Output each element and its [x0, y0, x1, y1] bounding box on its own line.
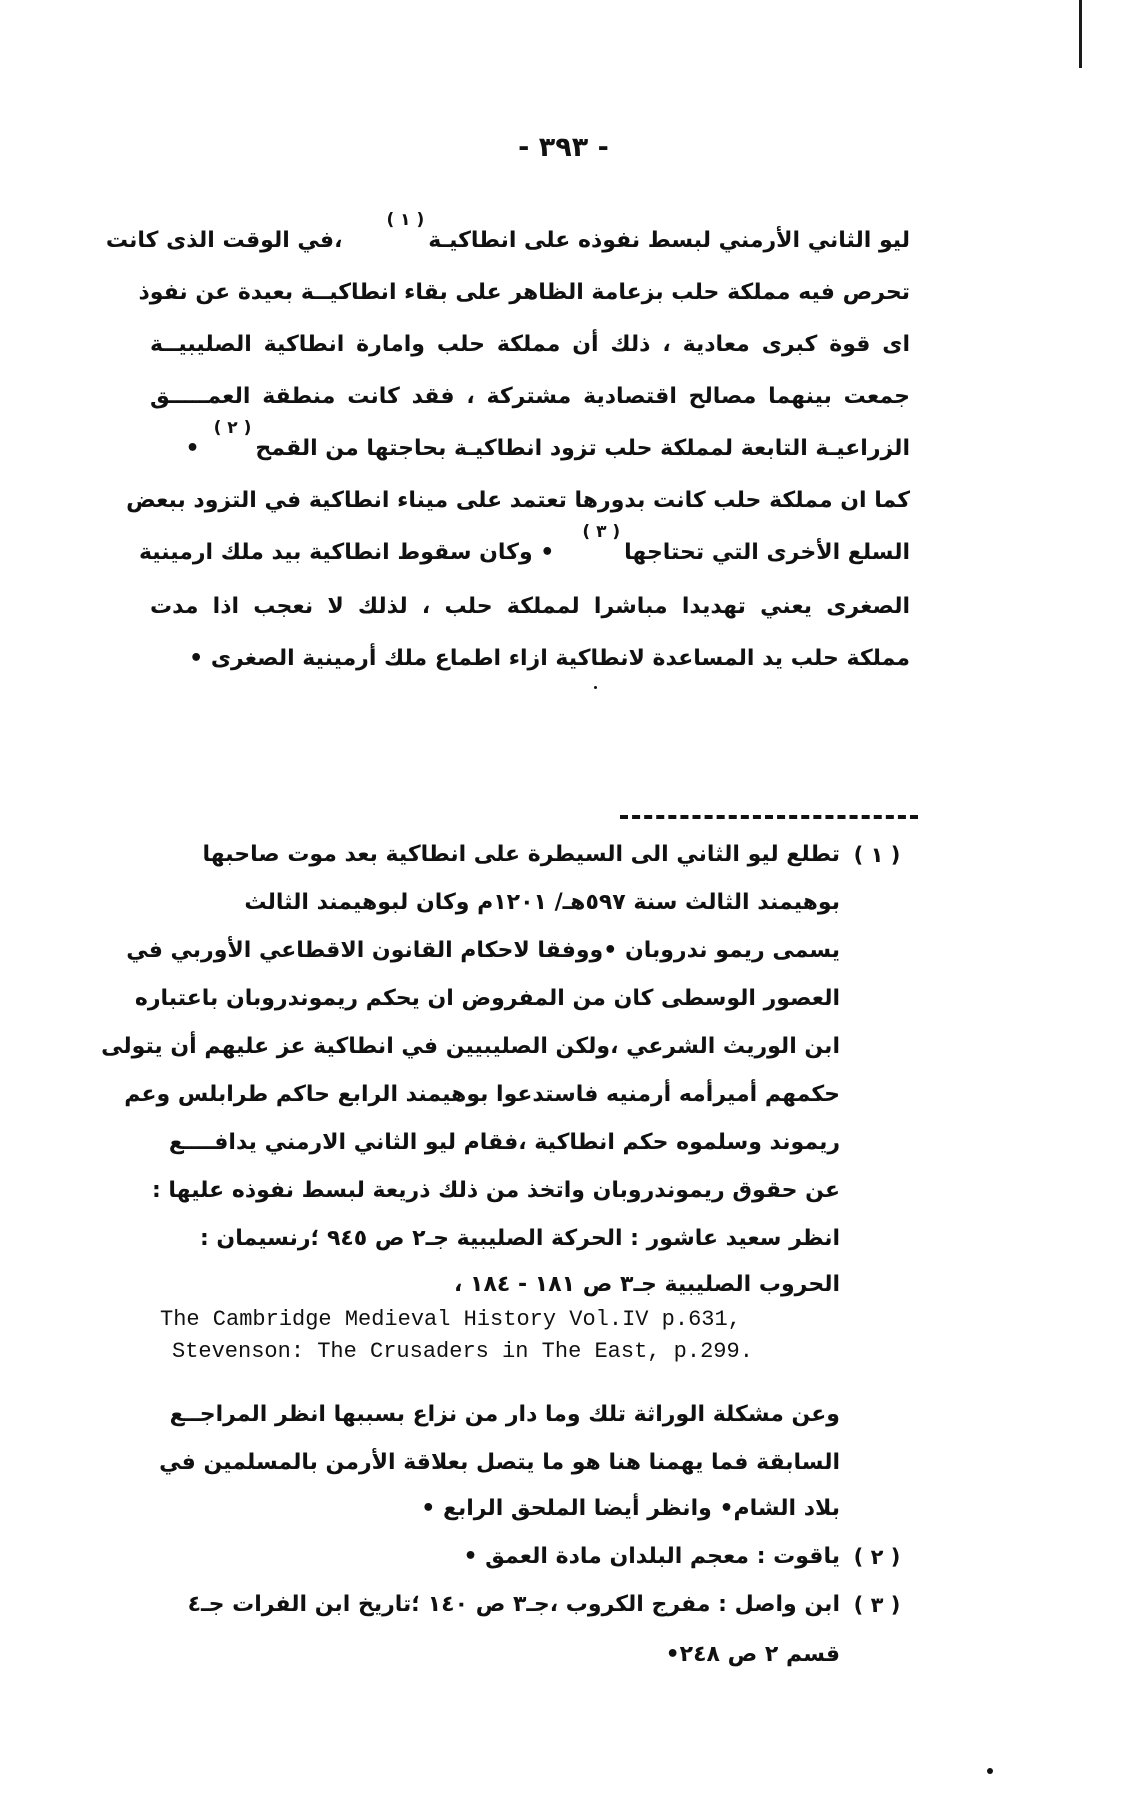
footnote-line: ريموند وسلموه حكم انطاكية ،فقام ليو الثاني الارمني يدافــــع [168, 1130, 840, 1155]
footnote-line: بلاد الشام• وانظر أيضا الملحق الرابع • [421, 1496, 840, 1521]
footnote-line: عن حقوق ريموندروبان واتخذ من ذلك ذريعة لبسط نفوذه عليها : [151, 1178, 840, 1203]
scan-speck [987, 1768, 993, 1774]
footnote-latin-line: The Cambridge Medieval History Vol.IV p.631, [160, 1307, 741, 1332]
main-line-text: الزراعيـة التابعة لمملكة حلب تزود انطاكيـة بحاجتها من القمح [255, 436, 910, 461]
main-line: اى قوة كبرى معادية ، ذلك أن مملكة حلب وامارة انطاكية الصليبيــة [150, 332, 910, 357]
page-edge-line [1079, 0, 1082, 68]
footnote-line: انظر سعيد عاشور : الحركة الصليبية جـ٢ ص ٩٤٥ ؛رنسيمان : [199, 1226, 840, 1251]
footnote-ref-1[interactable]: ( ١ ) [386, 210, 425, 230]
main-line-text: • وكان سقوط انطاكية بيد ملك ارمينية [138, 540, 555, 565]
footnote-line: السابقة فما يهمنا هنا هو ما يتصل بعلاقة الأرمن بالمسلمين في [159, 1450, 840, 1475]
footnote-line: وعن مشكلة الوراثة تلك وما دار من نزاع بسببها انظر المراجــع [169, 1402, 840, 1427]
footnote-line: حكمهم أميرأمه أرمنيه فاستدعوا بوهيمند الرابع حاكم طرابلس وعم [124, 1082, 840, 1107]
footnote-number-1: ( ١ ) [853, 843, 901, 867]
footnote-line: ابن الوريث الشرعي ،ولكن الصليبيين في انطاكية عز عليهم أن يتولى [101, 1034, 840, 1059]
main-line-text: • [185, 436, 200, 461]
footnote-line: بوهيمند الثالث سنة ٥٩٧هـ/ ١٢٠١م وكان لبوهيمند الثالث [244, 890, 840, 915]
main-line-text: السلع الأخرى التي تحتاجها [624, 540, 910, 565]
main-line: الصغرى يعني تهديدا مباشرا لمملكة حلب ، لذلك لا نعجب اذا مدت [150, 594, 910, 619]
footnote-line: ابن واصل : مفرج الكروب ،جـ٣ ص ١٤٠ ؛تاريخ ابن الفرات جـ٤ [187, 1592, 840, 1617]
footnote-line: العصور الوسطى كان من المفروض ان يحكم ريموندروبان باعتباره [134, 986, 840, 1011]
footnote-3 [150, 0, 840, 1700]
footnote-line: قسم ٢ ص ٢٤٨• [665, 1642, 840, 1667]
main-line: تحرص فيه مملكة حلب بزعامة الظاهر على بقاء انطاكيــة بعيدة عن نفوذ [138, 280, 910, 305]
footnote-line: تطلع ليو الثاني الى السيطرة على انطاكية بعد موت صاحبها [202, 842, 840, 867]
main-line-text: ليو الثاني الأرمني لبسط نفوذه على انطاكيـة [428, 228, 910, 253]
main-line: جمعت بينهما مصالح اقتصادية مشتركة ، فقد كانت منطقة العمـــــق [150, 384, 910, 409]
page-number: - ٣٩٣ - [518, 132, 609, 163]
footnote-latin-line: Stevenson: The Crusaders in The East, p.299. [172, 1339, 753, 1364]
main-line-text: ،في الوقت الذى كانت [105, 228, 343, 253]
footnote-line: الحروب الصليبية جـ٣ ص ١٨١ - ١٨٤ ، [454, 1272, 840, 1297]
footnote-number-2: ( ٢ ) [853, 1545, 901, 1569]
main-line: مملكة حلب يد المساعدة لانطاكية ازاء اطماع ملك أرمينية الصغرى • [189, 646, 910, 671]
footnote-line: ياقوت : معجم البلدان مادة العمق • [463, 1544, 840, 1569]
footnote-ref-2[interactable]: ( ٢ ) [213, 418, 252, 438]
main-line: كما ان مملكة حلب كانت بدورها تعتمد على ميناء انطاكية في التزود ببعض [126, 488, 910, 513]
footnote-line: يسمى ريمو ندروبان •ووفقا لاحكام القانون الاقطاعي الأوربي في [126, 938, 840, 963]
footnote-ref-3[interactable]: ( ٣ ) [582, 522, 621, 542]
footnote-number-3: ( ٣ ) [853, 1593, 901, 1617]
